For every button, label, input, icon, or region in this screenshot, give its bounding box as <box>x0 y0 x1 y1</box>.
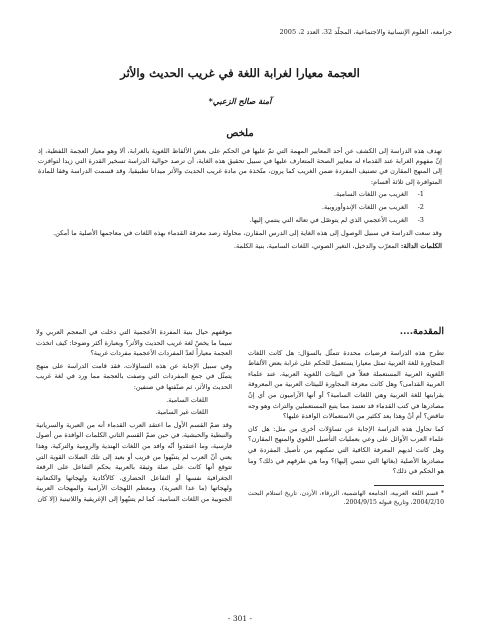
body-paragraph: وقد ضمّ القسم الأول ما اعتقد العرب القدماء أنه من العبرية والسريانية والنبطية والحبشية، في حين ضمّ القسم الثاني الكلمات الوافدة من أصول فارسية، وما اعتقدوا أنّه وافد من اللغات الهندية والرومية والتركية، وهذا يعني أنّ العرب لم يتنبّهوا من قريب أو بعيد إلى تلك الصلات القوية التي تتوقع أنها كانت على صلة وثيقة بالعربية بحكم التفاعل على الرقعة الجغرافية نفسها أو التفاعل الحضاري، كالأكادية ولهجاتها والكنعانية ولهجاتها (ما عدا العبرية)، ومعظم اللهجات الآرامية والمهجات العربية الجنوبية من اللغات السامية، كما لم يتنبّهوا إلى الإغريقية واللاتينية (إلا كان <box>36 420 232 503</box>
list-text: الغريب الأعجمي الذي لم يتوصّل في تعاله التي ينتمي إليها. <box>249 216 408 225</box>
abstract-list-item <box>38 215 424 225</box>
list-text: الغريب من اللغات السامية. <box>333 189 408 198</box>
abstract-intro: تهدف هذه الدراسة إلى الكشف عن أحد المعايير المهمة التي تمّ عليها في الحكم على بعض الألفاظ اللغوية بالغرابة، ألا وهو معيار العجمة اللفظية، إذ إنّ مفهوم الغرابة عند القدماء له معايير الصحة المتعارف عليها في سبيل تحقيق هذه الغاية، أن ترصد حوالية الدراسة تسخير القدرة التي زيدا لتوافرت إلى المنهج المقارن في تصنيف المفردة ضمن الغريب كما يرون، متّخذة من مادة غريب الحديث والأثر ميدانا تطبيقيا، وقد قسمت الدراسة وفقا للمادة المتوافرة إلى ثلاثة أقسام: <box>38 147 442 186</box>
list-number: 2- <box>417 203 424 212</box>
page-number: - 301 - <box>227 614 253 623</box>
list-item: اللغات غير السامية. <box>155 408 208 417</box>
abstract-list <box>38 189 424 226</box>
keywords-label: الكلمات الدالة: <box>400 241 442 250</box>
keywords-text: المعرّب والدخيل، التغير الصوتي، اللغات السامية، بنية الكلمة. <box>233 241 399 250</box>
left-column <box>36 327 232 507</box>
abstract-list-item <box>38 202 424 212</box>
right-column <box>248 327 444 508</box>
section-heading: المقدمة.... <box>399 326 444 337</box>
list-number: 3- <box>417 216 424 225</box>
list-number: 1- <box>417 189 424 198</box>
abstract-closing: وقد سعت الدراسة في سبيل الوصول إلى هذه الغاية إلى الدرس المقارن، محاولة رصد معرفة القدماء بهذه اللغات في معاجمها الأصلية ما أمكن. <box>53 229 442 238</box>
body-paragraph: موقفهم حيال بنية المفردة الأعجمية التي دخلت في المعجم العربي ولا سيما ما يخصّ لغة غريب الحديث والأثر؟ وبعبارة أكثر وضوحا: كيف اتخذت العجمة معياراً لعدّ المفردات الأعجمية مفردات غريبة؟ <box>36 328 232 358</box>
body-paragraph: كما تحاول هذه الدراسة الإجابة عن تساؤلات أخرى من مثل: هل كان علماء العرب الأوائل على وعي بعمليات التأصيل اللغوي والمنهج المقارن؟ وهل كانت لديهم المعرفة الكافية التي تمكنهم من تأصيل المفردة في مصادرها الأصلية (بغائها التي تنتمي إليها)؟ وما هي طرقهم في ذلك؟ وما هو الحكم في ذلك؟ <box>248 424 444 476</box>
abstract-block <box>38 146 442 253</box>
body-paragraph: وفي سبيل الإجابة عن هذه التساؤلات، فقد قامت الدراسة على منهج يتمثّل في جمع المفردات التي وصفت بالعجمة مما ورد في لغة غريب الحديث والأثر، ثم صنّفتها في صنفين: <box>36 361 232 391</box>
keywords-line <box>38 241 442 251</box>
abstract-heading: ملخص <box>226 128 254 139</box>
list-text: الغريب من اللغات الإندوأوروبية. <box>321 203 408 212</box>
author-name: آمنة صالح الزعبي* <box>208 96 272 106</box>
running-head: جرامعه، العلوم الإنسانية والاجتماعية، المجلّد 32، العدد 2، 2005 <box>279 28 452 36</box>
article-title: العجمة معيارا لغرابة اللغة في غريب الحديث والأثر <box>120 66 360 80</box>
footnote: * قسم اللغة العربية، الجامعة الهاشمية، الزرقاء، الأردن. تاريخ استلام البحث 2004/2/10، وتاريخ قبوله 2004/9/15. <box>248 489 444 507</box>
list-item: اللغات السامية. <box>166 395 208 404</box>
abstract-list-item <box>38 189 424 199</box>
footnote-divider <box>374 485 444 486</box>
body-paragraph: تطرح هذه الدراسة فرضيات محددة تتمثّل بالسؤال: هل كانت اللغات المجاورة للغة العربية تمثل معيارا يستعمل للحكم على غرابة بعض الألفاظ اللغوية العربية المستعملة فعلاً في البيئات اللغوية العربية، عند علماء العربية القدامى؟ وهل كانت معرفة المجاورة للبيئات العربية من المعروفة بقرابتها للغة العربية وهي اللغات السامية؟ أو أنها الآراميون من أي إنّ مصادرها في كتب القدماء قد تعتمد مما يتبع المستعملين والتراث وهو وجه تناقض؟ أم أنّ وهذا بعد ككثير من الاستعمالات الوافدة عليها؟ <box>248 348 444 421</box>
